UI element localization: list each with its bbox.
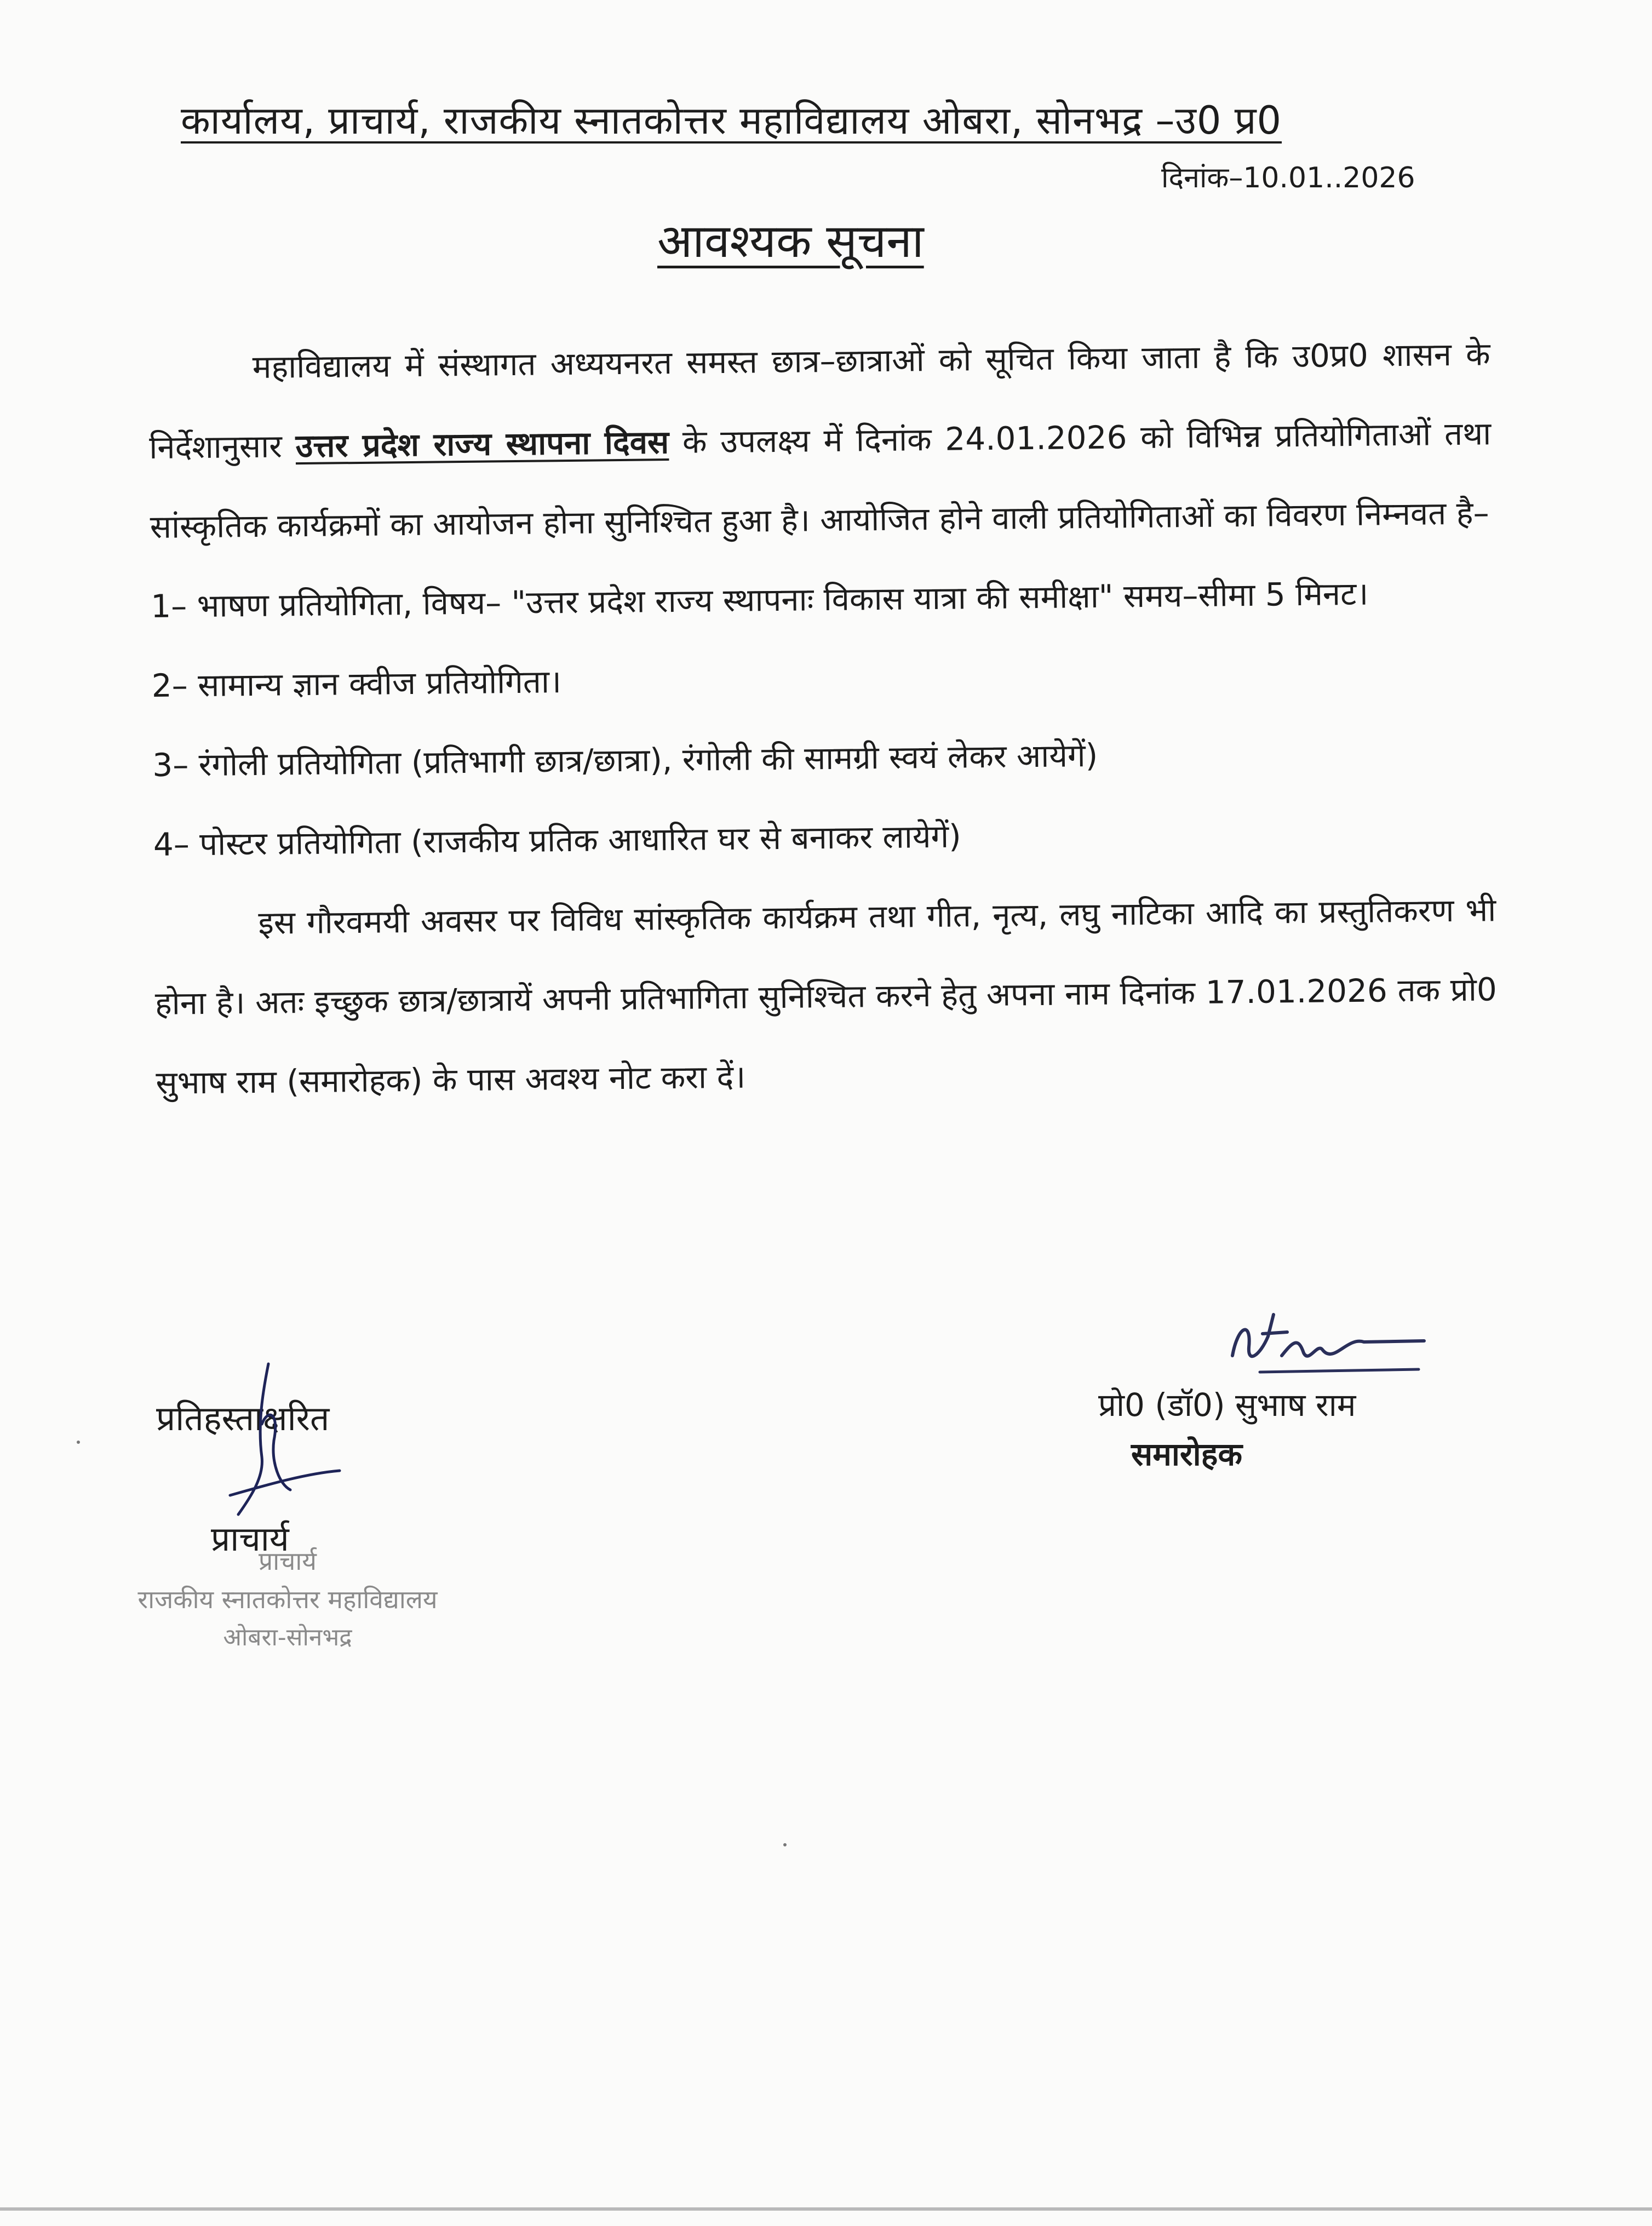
list-item: 2– सामान्य ज्ञान क्वीज प्रतियोगिता। xyxy=(151,663,562,704)
intro-paragraph xyxy=(148,314,1492,567)
signatory-role: समारोहक xyxy=(1131,1436,1243,1473)
notice-date: दिनांक–10.01..2026 xyxy=(1161,162,1415,194)
principal-stamp xyxy=(112,1542,463,1657)
notice-body xyxy=(148,314,1499,1155)
closing-paragraph: इस गौरवमयी अवसर पर विविध सांस्कृतिक कार्यक्रम तथा गीत, नृत्य, लघु नाटिका आदि का प्रस्तुतिकरण भी होना है। अतः इच्छुक छात्र/छात्रायें अपनी प्रतिभागिता सुनिश्चित करने हेतु अपना नाम दिनांक 17.01.2026 तक प्रो0 सुभाष राम (समारोहक) के पास अवश्य नोट करा दें। xyxy=(154,891,1498,1101)
intro-text-part2: के उपलक्ष्य में दिनांक 24.01.2026 को विभिन्न प्रतियोगिताओं तथा सांस्कृतिक कार्यक्रमों का आयोजन होना सुनिश्चित हुआ है। आयोजित होने वाली प्रतियोगिताओं का विवरण निम्नवत है– xyxy=(150,415,1492,546)
principal-label: प्राचार्य xyxy=(211,1519,289,1559)
list-item: 4– पोस्टर प्रतियोगिता (राजकीय प्रतिक आधारित घर से बनाकर लायेगें) xyxy=(153,817,962,863)
stamp-institution: राजकीय स्नातकोत्तर महाविद्यालय xyxy=(137,1585,438,1614)
countersign-label: प्रतिहस्ताक्षरित xyxy=(156,1398,330,1438)
page-bottom-edge xyxy=(0,2207,1652,2211)
list-item: 1– भाषण प्रतियोगिता, विषय– "उत्तर प्रदेश राज्य स्थापनाः विकास यात्रा की समीक्षा" समय–सीमा 5 मिनट। xyxy=(150,575,1369,625)
stamp-designation: प्राचार्य xyxy=(259,1546,317,1576)
principal-signature xyxy=(197,1358,372,1534)
signatory-name: प्रो0 (डॉ0) सुभाष राम xyxy=(1098,1386,1356,1424)
list-item: 3– रंगोली प्रतियोगिता (प्रतिभागी छात्र/छात्रा), रंगोली की सामग्री स्वयं लेकर आयेगें) xyxy=(152,736,1098,784)
office-header: कार्यालय, प्राचार्य, राजकीय स्नातकोत्तर महाविद्यालय ओबरा, सोनभद्र –उ0 प्र0 xyxy=(181,98,1282,143)
paper-speck xyxy=(783,1843,787,1846)
paper-speck xyxy=(77,1441,80,1444)
convener-signature xyxy=(1221,1304,1430,1380)
stamp-place: ओबरा-सोनभद्र xyxy=(223,1623,352,1651)
intro-text-part1: महाविद्यालय में संस्थागत अध्ययनरत समस्त छात्र–छात्राओं को सूचित किया जाता है कि उ0प्र0 शासन के निर्देशानुसार xyxy=(148,335,1490,466)
intro-highlight: उत्तर प्रदेश राज्य स्थापना दिवस xyxy=(295,423,669,465)
signatory-block xyxy=(1098,1380,1356,1479)
notice-title: आवश्यक सूचना xyxy=(657,214,924,268)
